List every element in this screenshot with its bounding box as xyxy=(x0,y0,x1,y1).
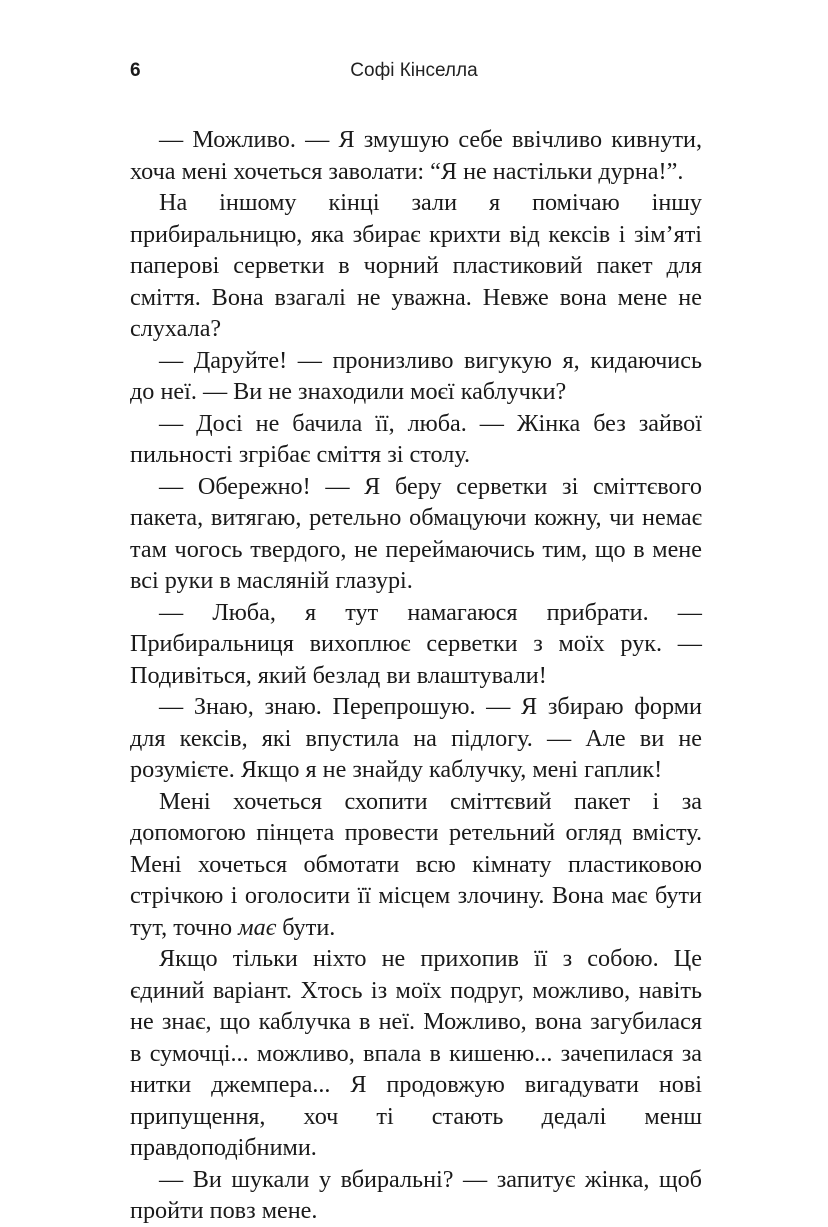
body-text xyxy=(130,124,702,1227)
paragraph-3: — Даруйте! — пронизливо вигукую я, кидаючись до неї. — Ви не знаходили моєї каблучки? xyxy=(130,346,702,405)
page-number: 6 xyxy=(130,60,141,81)
paragraph-9: Якщо тільки ніхто не прихопив її з собою. Це єдиний варіант. Хтось із моїх подруг, можливо, навіть не знає, що каблучка в неї. Можливо, вона загубилася в сумочці... можливо, впала в кишеню... зачепилася за нитки джемпера... Я продовжую вигадувати нові припущення, хоч ті стають дедалі менш правдоподібними. xyxy=(130,945,702,1161)
paragraph-8-text-after: бути. xyxy=(276,913,336,941)
paragraph-7: — Знаю, знаю. Перепрошую. — Я збираю форми для кексів, які впустила на підлогу. — Але ви не розумієте. Якщо я не знайду каблучку, мені гаплик! xyxy=(130,693,702,783)
paragraph-1: — Можливо. — Я змушую себе ввічливо кивнути, хоча мені хочеться заволати: “Я не настільки дурна!”. xyxy=(130,126,702,185)
running-title: Софі Кінселла xyxy=(350,60,478,81)
paragraph-4: — Досі не бачила її, люба. — Жінка без зайвої пильності згрібає сміття зі столу. xyxy=(130,409,702,468)
page-header xyxy=(130,58,698,84)
paragraph-8-text-before: Мені хочеться схопити сміттєвий пакет і за допомогою пінцета провести ретельний огляд вмісту. Мені хочеться обмотати всю кімнату пластиковою стрічкою і оголосити її місцем злочину. Вона має бути тут, точно xyxy=(130,787,702,941)
paragraph-8 xyxy=(130,786,702,944)
paragraph-10: — Ви шукали у вбиральні? — запитує жінка, щоб пройти повз мене. xyxy=(130,1165,702,1224)
paragraph-5: — Обережно! — Я беру серветки зі сміттєвого пакета, витягаю, ретельно обмацуючи кожну, чи немає там чогось твердого, не переймаючись тим, що в мене всі руки в масляній глазурі. xyxy=(130,472,702,594)
paragraph-6: — Люба, я тут намагаюся прибрати. — Прибиральниця вихоплює серветки з моїх рук. — Подивіться, який безлад ви влаштували! xyxy=(130,598,702,689)
paragraph-2: На іншому кінці зали я помічаю іншу прибиральницю, яка збирає крихти від кексів і зім’яті паперові серветки в чорний пластиковий пакет для сміття. Вона взагалі не уважна. Невже вона мене не слухала? xyxy=(130,189,702,342)
paragraph-8-emphasis: має xyxy=(238,913,277,941)
